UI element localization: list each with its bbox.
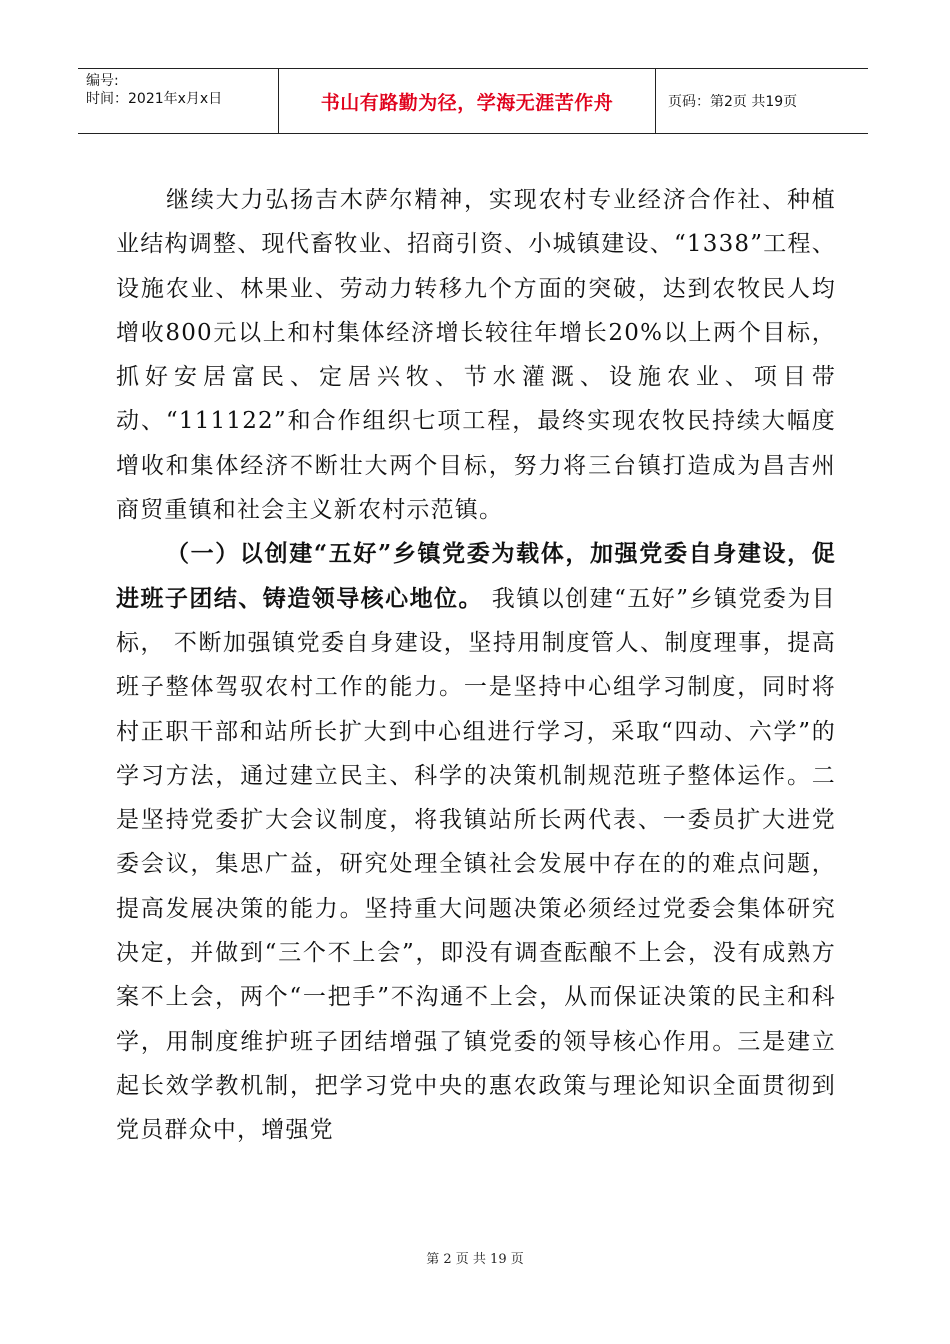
section-text: 我镇以创建“五好”乡镇党委为目标， 不断加强镇党委自身建设，坚持用制度管人、制度理事，提高班子整体驾驭农村工作的能力。一是坚持中心组学习制度，同时将村正职干部和站所长扩大到中心组进行学习，采取“四动、六学”的学习方法，通过建立民主、科学的决策机制规范班子整体运作。二是坚持党委扩大会议制度，将我镇站所长两代表、一委员扩大进党委会议，集思广益，研究处理全镇社会发展中存在的的难点问题，提高发展决策的能力。坚持重大问题决策必须经过党委会集体研究决定，并做到“三个不上会”，即没有调查酝酿不上会，没有成熟方案不上会，两个“一把手”不沟通不上会，从而保证决策的民主和科学，用制度维护班子团结增强了镇党委的领导核心作用。三是建立起长效学教机制，把学习党中央的惠农政策与理论知识全面贯彻到党员群众中，增强党 xyxy=(116,585,836,1144)
header-page-cell xyxy=(656,69,868,133)
header-motto: 书山有路勤为径，学海无涯苦作舟 xyxy=(320,91,614,114)
page-header xyxy=(78,68,868,134)
document-body xyxy=(116,178,836,1153)
document-number-label: 编号: xyxy=(86,73,119,89)
header-motto-cell xyxy=(279,69,656,133)
body-paragraph-section-one xyxy=(116,532,836,1152)
header-meta-cell xyxy=(78,69,279,133)
header-page-code: 页码：第2页 共19页 xyxy=(668,94,798,110)
section-heading: （一）以创建“五好”乡镇党委为载体，加强党委自身建设，促进班子团结、铸造领导核心地位。 xyxy=(116,540,836,612)
page-footer: 第 2 页 共 19 页 xyxy=(426,1252,524,1267)
document-time-label: 时间：2021年x月x日 xyxy=(86,91,223,107)
body-paragraph: 继续大力弘扬吉木萨尔精神，实现农村专业经济合作社、种植业结构调整、现代畜牧业、招商引资、小城镇建设、“1338”工程、设施农业、林果业、劳动力转移九个方面的突破，达到农牧民人均增收800元以上和村集体经济增长较往年增长20%以上两个目标，抓好安居富民、定居兴牧、节水灌溉、设施农业、项目带动、“111122”和合作组织七项工程，最终实现农牧民持续大幅度增收和集体经济不断壮大两个目标，努力将三台镇打造成为昌吉州商贸重镇和社会主义新农村示范镇。 xyxy=(116,187,836,524)
